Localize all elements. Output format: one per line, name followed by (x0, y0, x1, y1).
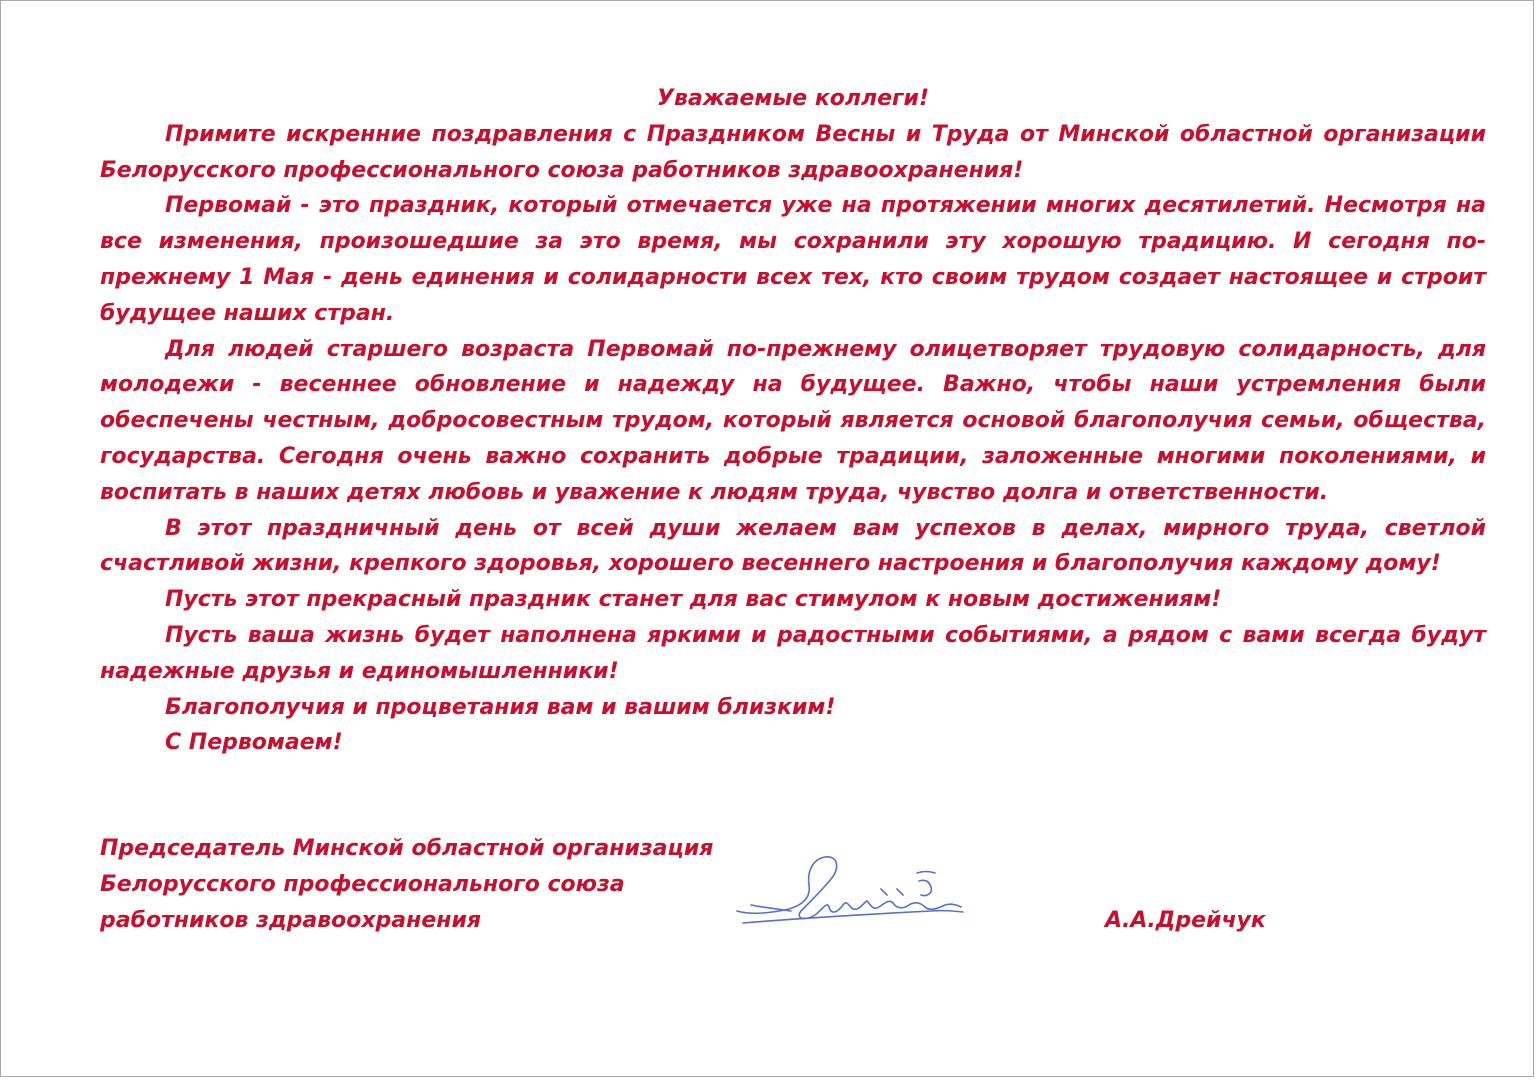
letter-paragraph: Пусть ваша жизнь будет наполнена яркими и радостными событиями, а рядом с вами всегда будут надежные друзья и единомышленники! (100, 622, 1486, 684)
letter-body (100, 81, 1486, 761)
signer-position-line: Председатель Минской областной организация (100, 836, 714, 861)
signer-position-line: Белорусского профессионального союза (100, 872, 625, 897)
letter-paragraph: Первомай - это праздник, который отмечается уже на протяжении многих десятилетий. Несмотря на все изменения, произошедшие за это время, мы сохранили эту хорошую традицию. И сегодня по-прежнему 1 Мая - день единения и солидарности всех тех, кто своим трудом создает настоящее и строит будущее наших стран. (100, 193, 1486, 326)
letter-paragraph: Пусть этот прекрасный праздник станет для вас стимулом к новым достижениям! (165, 587, 1222, 613)
letter-paragraph: В этот праздничный день от всей души желаем вам успехов в делах, мирного труда, светлой счастливой жизни, крепкого здоровья, хорошего весеннего настроения и благополучия каждому дому! (100, 515, 1486, 577)
letter-greeting: Уважаемые коллеги! (657, 86, 929, 111)
signer-name: А.А.Дрейчук (1105, 908, 1266, 933)
signer-position-line: работников здравоохранения (100, 908, 482, 933)
signer-position (100, 831, 713, 939)
handwritten-signature (731, 849, 966, 939)
letter-paragraph: Примите искренние поздравления с Праздником Весны и Труда от Минской областной организации Белорусского профессионального союза работников здравоохранения! (100, 121, 1486, 183)
letter-paragraph: Для людей старшего возраста Первомай по-прежнему олицетворяет трудовую солидарность, для молодежи - весеннее обновление и надежду на будущее. Важно, чтобы наши устремления были обеспечены честным, добросовестным трудом, который является основой благополучия семьи, общества, государства. Сегодня очень важно сохранить добрые традиции, заложенные многими поколениями, и воспитать в наших детях любовь и уважение к людям труда, чувство долга и ответственности. (100, 336, 1486, 505)
letter-paragraph: С Первомаем! (165, 730, 343, 756)
letter-paragraph: Благополучия и процветания вам и вашим близким! (165, 694, 836, 720)
